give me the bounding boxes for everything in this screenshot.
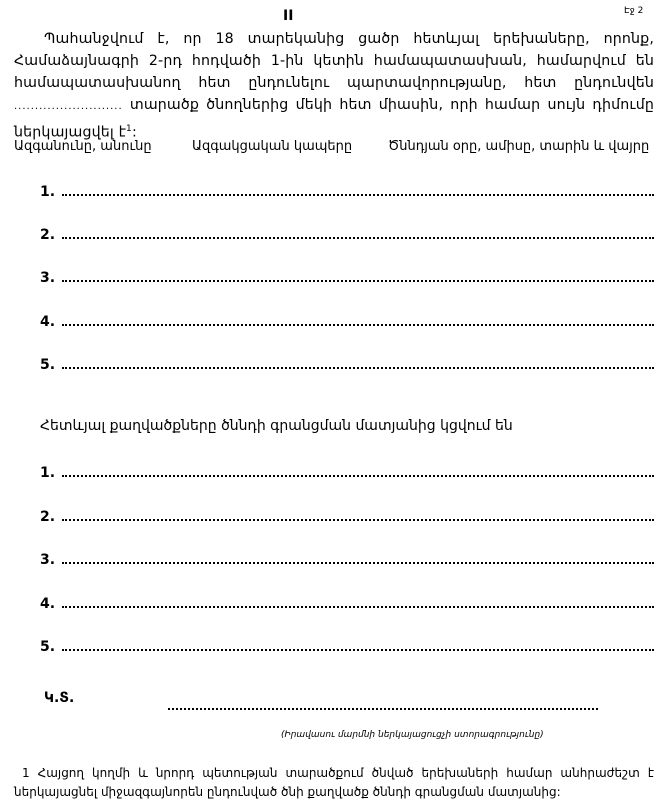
- extract-entry-line[interactable]: [40, 550, 654, 570]
- signature-caption: (Իրավասու մարմնի ներկայացուցչի ստորագրությունը): [281, 730, 544, 740]
- entry-number: 1.: [40, 465, 56, 481]
- footnote: [14, 764, 654, 802]
- dotted-fill-line: [62, 606, 654, 608]
- footnote-reference: 1: [126, 124, 132, 134]
- column-header-relation: Ազգակցական կապերը: [192, 139, 353, 154]
- intro-fill-blank: ..........................: [14, 101, 123, 112]
- dotted-fill-line: [62, 324, 654, 326]
- intro-text-part1: Պահանջվում է, որ 18 տարեկանից ցածր հետևյալ երեխաները, որոնք, Համաձայնագրի 2-րդ հոդվածի 1-ին կետին համապատասխան, համարվում են համապատասխանող հետ ընդունելու պարտավորությանը, հետ ընդունվեն: [14, 31, 654, 91]
- intro-text-part2: տարածք ծնողներից մեկի հետ միասին, որի համար սույն դիմումը ներկայացվել է: [14, 97, 654, 141]
- dotted-fill-line: [62, 237, 654, 239]
- child-entry-line[interactable]: [40, 355, 654, 375]
- page-number: Էջ 2: [624, 6, 644, 16]
- dotted-fill-line: [62, 194, 654, 196]
- entry-number: 3.: [40, 552, 56, 568]
- intro-paragraph: [14, 28, 654, 144]
- entry-number: 1.: [40, 184, 56, 200]
- child-entry-line[interactable]: [40, 312, 654, 332]
- entry-number: 2.: [40, 509, 56, 525]
- dotted-fill-line: [62, 562, 654, 564]
- extract-entry-line[interactable]: [40, 594, 654, 614]
- entry-number: 2.: [40, 227, 56, 243]
- dotted-fill-line: [62, 649, 654, 651]
- extracts-heading: Հետևյալ քաղվածքները ծննդի գրանցման մատյանից կցվում են: [40, 418, 513, 434]
- dotted-fill-line: [62, 475, 654, 477]
- child-entry-line[interactable]: [40, 225, 654, 245]
- column-header-name: Ազգանունը, անունը: [14, 139, 152, 154]
- entry-number: 5.: [40, 357, 56, 373]
- entry-number: 4.: [40, 596, 56, 612]
- entry-number: 5.: [40, 639, 56, 655]
- intro-end: :: [131, 124, 137, 141]
- dotted-fill-line: [62, 280, 654, 282]
- entry-number: 3.: [40, 270, 56, 286]
- signature-line[interactable]: [168, 708, 598, 710]
- dotted-fill-line: [62, 519, 654, 521]
- column-header-birth: Ծննդյան օրը, ամիսը, տարին և վայրը: [388, 139, 650, 154]
- extract-entry-line[interactable]: [40, 507, 654, 527]
- extract-entry-line[interactable]: [40, 637, 654, 657]
- child-entry-line[interactable]: [40, 182, 654, 202]
- extract-entry-line[interactable]: [40, 463, 654, 483]
- entry-number: 4.: [40, 314, 56, 330]
- seal-placeholder: Կ.Տ.: [44, 690, 75, 706]
- dotted-fill-line: [62, 367, 654, 369]
- child-entry-line[interactable]: [40, 268, 654, 288]
- section-number: II: [283, 8, 294, 24]
- footnote-text: 1 Հայցող կողմի և նրորդ պետության տարածքում ծնված երեխաների համար անհրաժեշտ է ներկայացնել միջազգայնորեն ընդունված ծնի քաղվածք ծննդի գրանցման մատյանից:: [14, 766, 654, 799]
